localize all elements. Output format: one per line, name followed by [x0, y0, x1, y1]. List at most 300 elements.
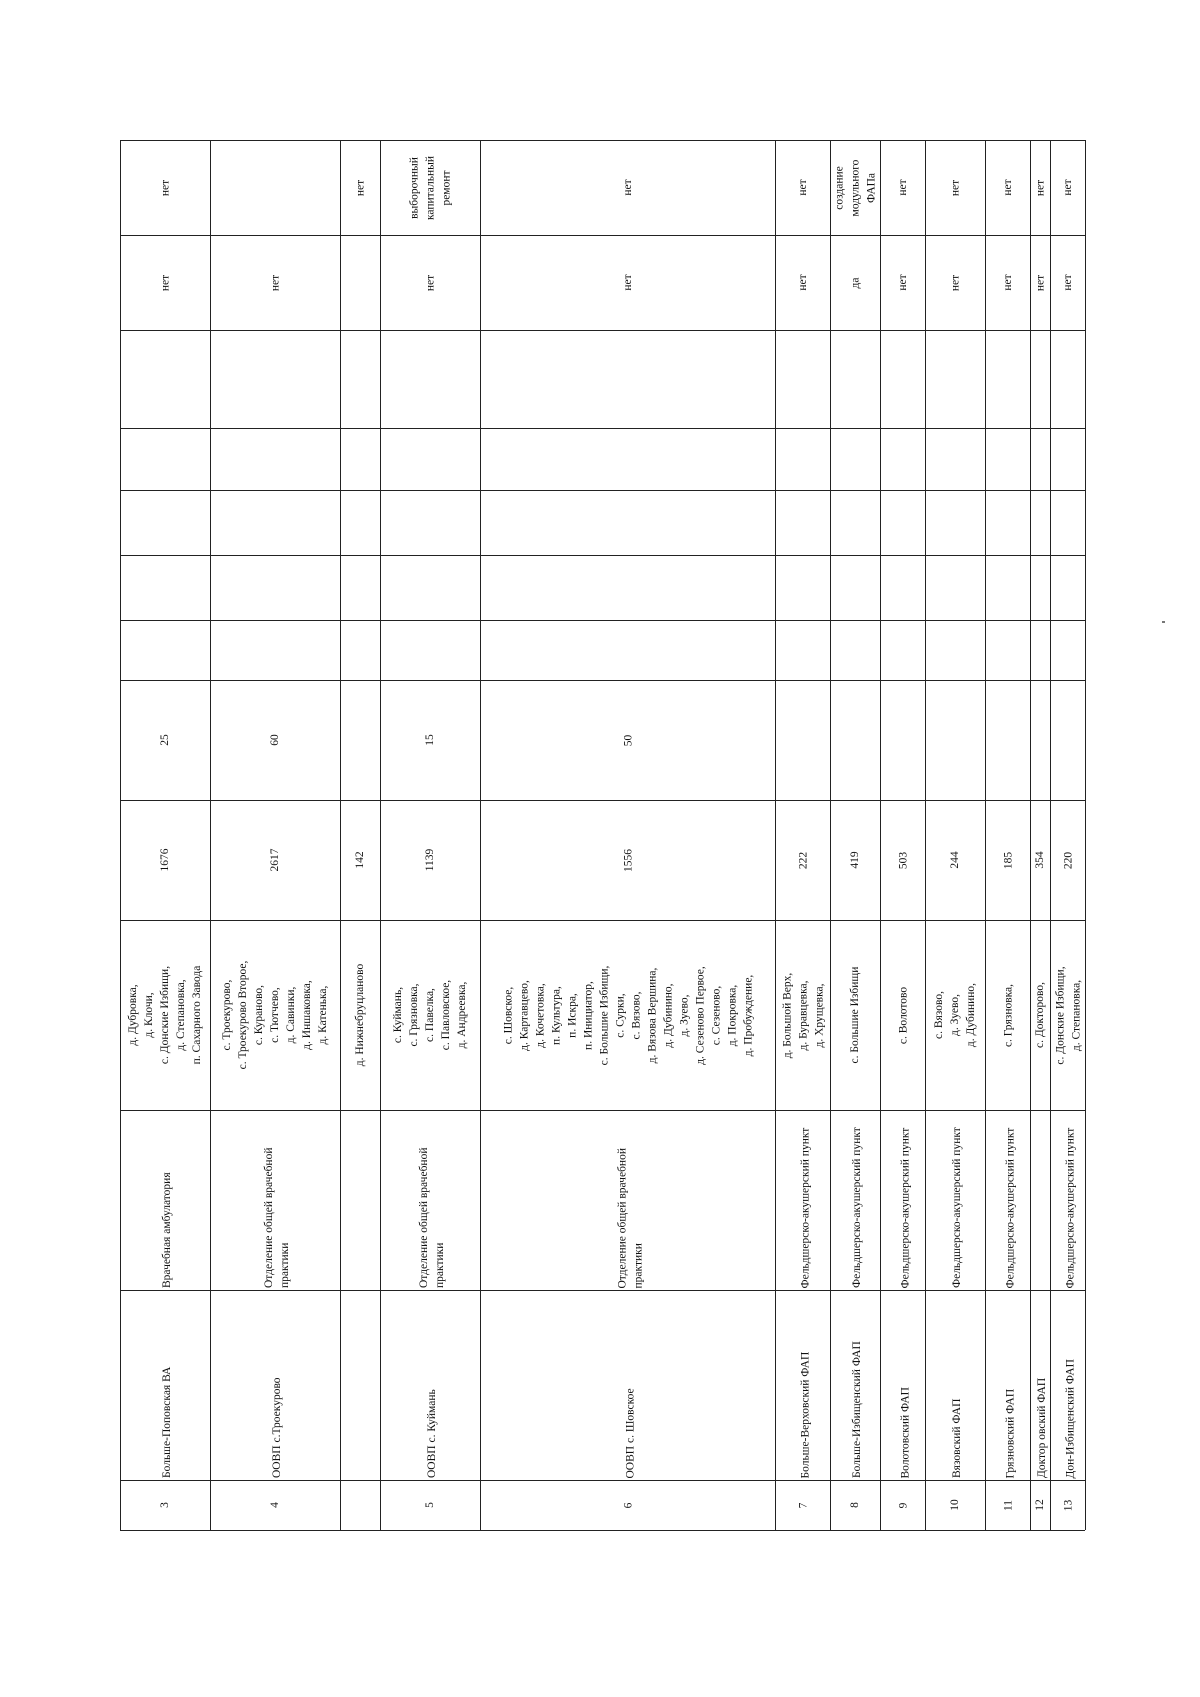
cell-c1 — [340, 620, 380, 680]
settlements-value: с. Донские Избищи, д. Степановка, — [1053, 965, 1082, 1065]
type-text — [927, 1108, 987, 1292]
cell-num — [925, 1480, 985, 1530]
c1-text — [1030, 620, 1050, 680]
c7-value: нет — [896, 179, 909, 196]
num-text — [120, 1480, 210, 1530]
cell-unit — [1030, 1290, 1050, 1480]
c6-text — [880, 235, 925, 330]
c5-text — [880, 330, 925, 428]
cell-settlements — [1050, 920, 1085, 1110]
cell-c7 — [340, 140, 380, 235]
cell-c4 — [985, 428, 1030, 490]
cell-capacity — [480, 680, 775, 800]
cell-c3 — [880, 490, 925, 555]
c6-text — [1050, 235, 1085, 330]
population-text — [1050, 800, 1085, 920]
unit-text — [832, 1288, 882, 1482]
cell-c6 — [340, 235, 380, 330]
cell-unit — [120, 1290, 210, 1480]
cell-num — [775, 1480, 830, 1530]
population-value: 354 — [1034, 851, 1046, 869]
c4-text — [775, 428, 830, 490]
population-text — [340, 800, 380, 920]
c3-text — [1050, 490, 1085, 555]
cell-type — [830, 1110, 880, 1290]
cell-c7 — [830, 140, 880, 235]
cell-c1 — [120, 620, 210, 680]
cell-settlements — [880, 920, 925, 1110]
capacity-value: 50 — [621, 734, 634, 746]
settlements-value: с. Вязово, д. Зуево, д. Дубинино, — [933, 982, 977, 1048]
cell-type — [210, 1110, 340, 1290]
population-value: 1139 — [424, 848, 436, 872]
cell-c6 — [120, 235, 210, 330]
c6-value: нет — [159, 274, 171, 291]
c4-text — [1050, 428, 1085, 490]
population-text — [925, 800, 985, 920]
capacity-text — [985, 680, 1030, 800]
c7-value: нет — [1034, 179, 1046, 196]
type-value: Фельдшерско-акушерский пункт — [851, 1127, 863, 1288]
num-value: 10 — [949, 1499, 961, 1511]
unit-value: Больше-Поповская ВА — [161, 1366, 173, 1478]
cell-settlements — [120, 920, 210, 1110]
num-value: 12 — [1034, 1499, 1046, 1511]
type-text — [777, 1108, 832, 1292]
unit-value: ООВП с. Куймань — [426, 1389, 438, 1478]
c3-text — [775, 490, 830, 555]
cell-c7 — [775, 140, 830, 235]
cell-type — [880, 1110, 925, 1290]
c5-text — [830, 330, 880, 428]
cell-c4 — [480, 428, 775, 490]
c6-value: нет — [949, 274, 961, 291]
cell-capacity — [210, 680, 340, 800]
c7-value: нет — [159, 179, 171, 196]
population-value: 222 — [796, 851, 809, 869]
c2-text — [1050, 555, 1085, 620]
settlements-value: с. Шовское, д. Картавцево, д. Кочетовка, п. Культура, п. Искра, п. Инициатор, с. Большие Избищи, с. Сурки, с. Вязово, д. Вязова Вершина, д. Дубинино, д. Зуево, д. Сезеново Первое, с. Сезеново, д. Покровка, д. Пробуждение, — [501, 965, 754, 1065]
c2-text — [380, 555, 480, 620]
cell-c3 — [925, 490, 985, 555]
settlements-value: с. Куймань, с. Грязновка, с. Павелка, с. Павловское, д. Андреевка, — [392, 979, 468, 1051]
num-value: 8 — [849, 1502, 861, 1508]
c3-text — [340, 490, 380, 555]
num-value: 7 — [796, 1502, 809, 1508]
c6-value: нет — [1061, 274, 1074, 291]
cell-c1 — [210, 620, 340, 680]
type-text — [482, 1108, 777, 1292]
population-value: 503 — [896, 851, 909, 869]
cell-c2 — [925, 555, 985, 620]
cell-type — [925, 1110, 985, 1290]
cell-capacity — [775, 680, 830, 800]
unit-value: Доктор овский ФАП — [1036, 1377, 1048, 1478]
c7-text — [1030, 140, 1050, 235]
cell-settlements — [480, 920, 775, 1110]
cell-c5 — [775, 330, 830, 428]
num-value: 13 — [1061, 1499, 1074, 1511]
cell-c2 — [1050, 555, 1085, 620]
cell-c7 — [1050, 140, 1085, 235]
cell-c6 — [210, 235, 340, 330]
c2-text — [985, 555, 1030, 620]
population-text — [1030, 800, 1050, 920]
settlements-value: с. Волотово — [896, 986, 909, 1044]
cell-capacity — [880, 680, 925, 800]
population-text — [120, 800, 210, 920]
scan-dust-mark — [1162, 621, 1165, 623]
population-value: 220 — [1061, 851, 1074, 869]
num-text — [1030, 1480, 1050, 1530]
settlements-value: д. Большой Верх, д. Буравцевка, д. Хрущевка, — [780, 972, 825, 1058]
cell-c2 — [985, 555, 1030, 620]
settlements-text — [1030, 920, 1050, 1110]
cell-capacity — [380, 680, 480, 800]
settlements-value: с. Грязновка, — [1001, 983, 1014, 1047]
c1-text — [1050, 620, 1085, 680]
c1-text — [880, 620, 925, 680]
unit-text — [1052, 1288, 1087, 1482]
c4-text — [480, 428, 775, 490]
c6-text — [380, 235, 480, 330]
c6-text — [340, 235, 380, 330]
num-value: 4 — [269, 1502, 281, 1508]
type-value: Фельдшерско-акушерский пункт — [798, 1127, 811, 1288]
type-text — [1052, 1108, 1087, 1292]
capacity-text — [380, 680, 480, 800]
c6-text — [985, 235, 1030, 330]
cell-c4 — [775, 428, 830, 490]
num-text — [380, 1480, 480, 1530]
c3-text — [120, 490, 210, 555]
capacity-value: 15 — [424, 734, 436, 746]
type-text — [987, 1108, 1032, 1292]
cell-c3 — [1030, 490, 1050, 555]
num-value: 5 — [424, 1502, 436, 1508]
c5-text — [775, 330, 830, 428]
cell-c1 — [985, 620, 1030, 680]
c7-value: нет — [621, 179, 634, 196]
num-text — [1050, 1480, 1085, 1530]
c1-text — [925, 620, 985, 680]
unit-text — [342, 1288, 382, 1482]
unit-value: Больше-Верховский ФАП — [798, 1351, 811, 1478]
cell-c6 — [1050, 235, 1085, 330]
cell-type — [120, 1110, 210, 1290]
cell-population — [120, 800, 210, 920]
cell-population — [380, 800, 480, 920]
unit-text — [122, 1288, 212, 1482]
cell-c4 — [1030, 428, 1050, 490]
cell-num — [210, 1480, 340, 1530]
c5-text — [985, 330, 1030, 428]
c6-value: нет — [1001, 274, 1014, 291]
cell-c4 — [120, 428, 210, 490]
cell-c2 — [775, 555, 830, 620]
c7-text — [480, 140, 775, 235]
cell-c3 — [775, 490, 830, 555]
type-text — [122, 1108, 212, 1292]
cell-c4 — [880, 428, 925, 490]
cell-type — [340, 1110, 380, 1290]
cell-unit — [880, 1290, 925, 1480]
cell-c4 — [340, 428, 380, 490]
c4-text — [210, 428, 340, 490]
cell-unit — [1050, 1290, 1085, 1480]
cell-c6 — [925, 235, 985, 330]
c7-text — [340, 140, 380, 235]
unit-text — [482, 1288, 777, 1482]
capacity-text — [1030, 680, 1050, 800]
capacity-text — [120, 680, 210, 800]
cell-capacity — [830, 680, 880, 800]
settlements-text — [210, 920, 340, 1110]
c1-text — [340, 620, 380, 680]
type-value: Фельдшерско-акушерский пункт — [1003, 1127, 1016, 1288]
cell-settlements — [985, 920, 1030, 1110]
c4-text — [925, 428, 985, 490]
c1-text — [480, 620, 775, 680]
c2-text — [120, 555, 210, 620]
num-text — [880, 1480, 925, 1530]
cell-population — [830, 800, 880, 920]
cell-c5 — [380, 330, 480, 428]
cell-c6 — [1030, 235, 1050, 330]
c6-text — [1030, 235, 1050, 330]
c6-value: нет — [1034, 274, 1046, 291]
cell-c2 — [380, 555, 480, 620]
c3-text — [985, 490, 1030, 555]
cell-num — [1050, 1480, 1085, 1530]
cell-c6 — [830, 235, 880, 330]
c7-value: выборочный капитальный ремонт — [408, 155, 452, 220]
unit-text — [777, 1288, 832, 1482]
c7-text — [775, 140, 830, 235]
settlements-text — [830, 920, 880, 1110]
type-value: Фельдшерско-акушерский пункт — [1063, 1127, 1076, 1288]
unit-text — [212, 1288, 342, 1482]
settlements-text — [775, 920, 830, 1110]
cell-c4 — [210, 428, 340, 490]
cell-num — [830, 1480, 880, 1530]
cell-c7 — [1030, 140, 1050, 235]
cell-population — [480, 800, 775, 920]
cell-c7 — [880, 140, 925, 235]
cell-unit — [775, 1290, 830, 1480]
c1-text — [985, 620, 1030, 680]
unit-text — [882, 1288, 927, 1482]
cell-unit — [830, 1290, 880, 1480]
c4-text — [1030, 428, 1050, 490]
cell-c7 — [925, 140, 985, 235]
cell-c4 — [380, 428, 480, 490]
cell-capacity — [925, 680, 985, 800]
num-value: 6 — [621, 1502, 634, 1508]
c4-text — [880, 428, 925, 490]
cell-c5 — [925, 330, 985, 428]
num-value: 3 — [159, 1502, 171, 1508]
c6-text — [925, 235, 985, 330]
cell-type — [775, 1110, 830, 1290]
unit-value: Дон-Избищенский ФАП — [1063, 1358, 1076, 1478]
c3-text — [1030, 490, 1050, 555]
num-text — [775, 1480, 830, 1530]
cell-population — [210, 800, 340, 920]
cell-num — [340, 1480, 380, 1530]
c2-text — [210, 555, 340, 620]
c2-text — [480, 555, 775, 620]
cell-type — [480, 1110, 775, 1290]
c2-text — [775, 555, 830, 620]
cell-c5 — [120, 330, 210, 428]
cell-c3 — [120, 490, 210, 555]
settlements-text — [480, 920, 775, 1110]
c1-text — [210, 620, 340, 680]
cell-c6 — [775, 235, 830, 330]
c2-text — [830, 555, 880, 620]
settlements-text — [925, 920, 985, 1110]
c3-text — [880, 490, 925, 555]
unit-value: Грязновский ФАП — [1003, 1388, 1016, 1478]
cell-c5 — [1050, 330, 1085, 428]
unit-value: Вязовский ФАП — [951, 1398, 963, 1478]
cell-c7 — [480, 140, 775, 235]
cell-c5 — [985, 330, 1030, 428]
cell-c1 — [880, 620, 925, 680]
population-text — [380, 800, 480, 920]
c6-text — [210, 235, 340, 330]
num-value: 9 — [896, 1502, 909, 1508]
unit-value: ООВП с. Шовское — [623, 1387, 636, 1478]
cell-num — [880, 1480, 925, 1530]
cell-population — [985, 800, 1030, 920]
type-value: Отделение общей врачебной практики — [263, 1147, 291, 1288]
type-text — [342, 1108, 382, 1292]
cell-c3 — [1050, 490, 1085, 555]
settlements-text — [880, 920, 925, 1110]
c6-value: нет — [896, 274, 909, 291]
num-text — [830, 1480, 880, 1530]
c7-value: нет — [796, 179, 809, 196]
cell-c1 — [775, 620, 830, 680]
settlements-value: с. Большие Избищи — [849, 966, 861, 1064]
c7-text — [880, 140, 925, 235]
c2-text — [340, 555, 380, 620]
cell-c3 — [380, 490, 480, 555]
settlements-value: д. Нижнебруцланово — [354, 963, 366, 1067]
cell-settlements — [380, 920, 480, 1110]
capacity-text — [830, 680, 880, 800]
cell-c4 — [1050, 428, 1085, 490]
population-text — [880, 800, 925, 920]
c6-text — [775, 235, 830, 330]
c7-value: создание модульного ФАПа — [833, 159, 877, 216]
cell-capacity — [1050, 680, 1085, 800]
c7-value: нет — [1001, 179, 1014, 196]
c6-value: нет — [796, 274, 809, 291]
population-value: 1676 — [159, 848, 171, 872]
c1-text — [775, 620, 830, 680]
cell-c6 — [985, 235, 1030, 330]
cell-c3 — [480, 490, 775, 555]
capacity-text — [775, 680, 830, 800]
settlements-value: с. Троекурово, с. Троекурово Второе, с. Кураново, с. Тютчево, д. Савинки, д. Иншаковка, д. Катенька, — [221, 960, 329, 1070]
cell-settlements — [925, 920, 985, 1110]
capacity-text — [880, 680, 925, 800]
num-text — [340, 1480, 380, 1530]
cell-c4 — [830, 428, 880, 490]
cell-type — [380, 1110, 480, 1290]
cell-num — [120, 1480, 210, 1530]
cell-c1 — [1050, 620, 1085, 680]
population-text — [830, 800, 880, 920]
c4-text — [120, 428, 210, 490]
unit-value: Волотовский ФАП — [898, 1386, 911, 1478]
cell-c3 — [985, 490, 1030, 555]
population-value: 185 — [1001, 851, 1014, 869]
c5-text — [1050, 330, 1085, 428]
cell-settlements — [775, 920, 830, 1110]
capacity-text — [210, 680, 340, 800]
cell-capacity — [120, 680, 210, 800]
c2-text — [925, 555, 985, 620]
settlements-text — [340, 920, 380, 1110]
c5-text — [210, 330, 340, 428]
type-value: Фельдшерско-акушерский пункт — [951, 1127, 963, 1288]
type-text — [212, 1108, 342, 1292]
c7-text — [380, 140, 480, 235]
c5-text — [340, 330, 380, 428]
num-value: 11 — [1001, 1499, 1014, 1511]
c2-text — [880, 555, 925, 620]
capacity-text — [925, 680, 985, 800]
cell-num — [380, 1480, 480, 1530]
cell-c7 — [380, 140, 480, 235]
c7-value: нет — [354, 179, 366, 196]
type-text — [382, 1108, 482, 1292]
cell-c1 — [480, 620, 775, 680]
type-value: Отделение общей врачебной практики — [418, 1147, 446, 1288]
cell-c6 — [380, 235, 480, 330]
num-text — [480, 1480, 775, 1530]
population-value: 244 — [949, 851, 961, 869]
cell-population — [340, 800, 380, 920]
type-text — [882, 1108, 927, 1292]
cell-unit — [380, 1290, 480, 1480]
population-text — [210, 800, 340, 920]
cell-type — [1050, 1110, 1085, 1290]
cell-c2 — [340, 555, 380, 620]
cell-c2 — [210, 555, 340, 620]
cell-c1 — [380, 620, 480, 680]
c5-text — [480, 330, 775, 428]
cell-capacity — [985, 680, 1030, 800]
type-value: Фельдшерско-акушерский пункт — [898, 1127, 911, 1288]
unit-text — [1032, 1288, 1052, 1482]
cell-unit — [340, 1290, 380, 1480]
unit-text — [382, 1288, 482, 1482]
c1-text — [830, 620, 880, 680]
cell-c5 — [340, 330, 380, 428]
type-value: Врачебная амбулатория — [161, 1172, 173, 1288]
c6-text — [480, 235, 775, 330]
c6-value: да — [849, 277, 861, 288]
settlements-value: д. Дубровка, д. Клочи, с. Донские Избищи, д. Степановка, п. Сахарного Завода — [127, 965, 203, 1065]
c6-value: нет — [424, 274, 436, 291]
cell-c6 — [880, 235, 925, 330]
cell-population — [1030, 800, 1050, 920]
